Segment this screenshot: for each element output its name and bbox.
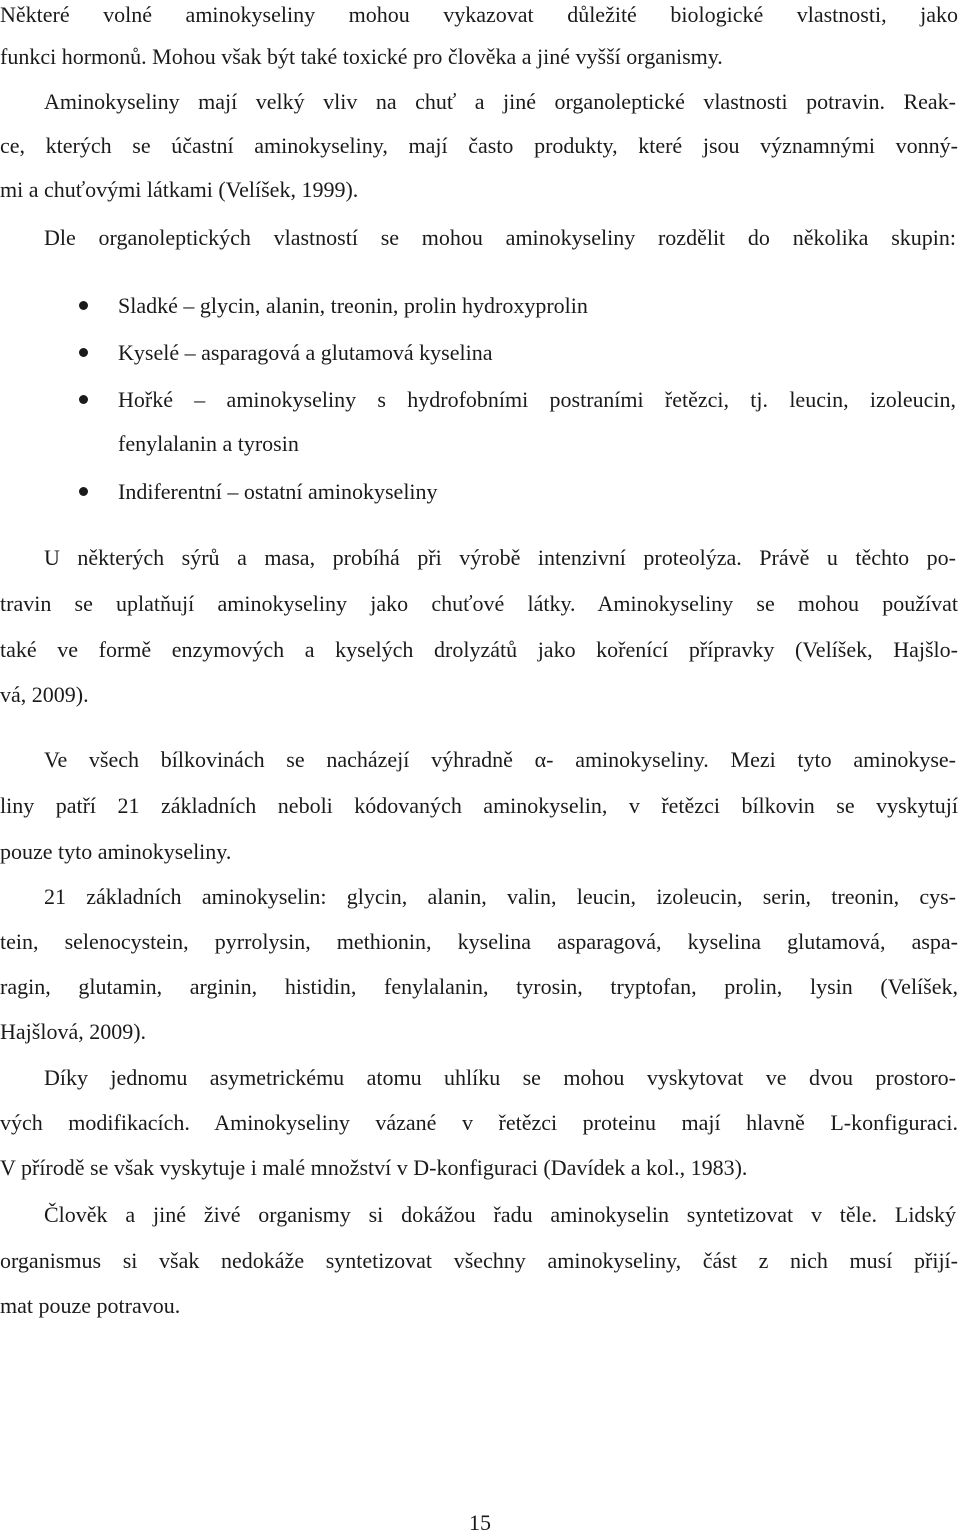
paragraph-5-line-1: Ve všech bílkovinách se nacházejí výhradně α- aminokyseliny. Mezi tyto aminokyse- xyxy=(44,747,956,772)
paragraph-6-line-2: tein, selenocystein, pyrrolysin, methionin, kyselina asparagová, kyselina glutamová, aspa- xyxy=(0,929,958,954)
paragraph-4-line-4: vá, 2009). xyxy=(0,682,89,707)
paragraph-7-line-2: vých modifikacích. Aminokyseliny vázané v řetězci proteinu mají hlavně L-konfiguraci. xyxy=(0,1110,958,1135)
paragraph-8-line-2: organismus si však nedokáže syntetizovat všechny aminokyseliny, část z nich musí přijí- xyxy=(0,1248,958,1273)
paragraph-4-line-2: travin se uplatňují aminokyseliny jako chuťové látky. Aminokyseliny se mohou používat xyxy=(0,591,958,616)
paragraph-4-line-3: také ve formě enzymových a kyselých drolyzátů jako kořenící přípravky (Velíšek, Hajšlo- xyxy=(0,637,958,662)
paragraph-1-line-2: funkci hormonů. Mohou však být také toxické pro člověka a jiné vyšší organismy. xyxy=(0,44,723,69)
paragraph-5-line-3: pouze tyto aminokyseliny. xyxy=(0,839,232,864)
paragraph-7-line-3: V přírodě se však vyskytuje i malé množství v D-konfiguraci (Davídek a kol., 1983). xyxy=(0,1155,748,1180)
paragraph-4-line-1: U některých sýrů a masa, probíhá při výrobě intenzivní proteolýza. Právě u těchto po- xyxy=(44,545,956,570)
paragraph-2-line-1: Aminokyseliny mají velký vliv na chuť a jiné organoleptické vlastnosti potravin. Reak- xyxy=(44,89,956,114)
bullet-icon xyxy=(79,487,88,496)
paragraph-2-line-3: mi a chuťovými látkami (Velíšek, 1999). xyxy=(0,177,359,202)
paragraph-6-line-4: Hajšlová, 2009). xyxy=(0,1019,147,1044)
list-item-bitter-line-2: fenylalanin a tyrosin xyxy=(118,431,299,456)
bullet-icon xyxy=(79,301,88,310)
list-item-sour: Kyselé – asparagová a glutamová kyselina xyxy=(118,340,493,365)
list-item-sweet: Sladké – glycin, alanin, treonin, prolin hydroxyprolin xyxy=(118,293,588,318)
paragraph-3-line-1: Dle organoleptických vlastností se mohou aminokyseliny rozdělit do několika skupin: xyxy=(44,225,956,250)
bullet-icon xyxy=(79,395,88,404)
page-number: 15 xyxy=(469,1510,491,1535)
paragraph-8-line-3: mat pouze potravou. xyxy=(0,1293,181,1318)
bullet-icon xyxy=(79,348,88,357)
paragraph-2-line-2: ce, kterých se účastní aminokyseliny, mají často produkty, které jsou významnými vonný- xyxy=(0,133,958,158)
list-item-bitter-line-1: Hořké – aminokyseliny s hydrofobními postraními řetězci, tj. leucin, izoleucin, xyxy=(118,387,956,412)
paragraph-7-line-1: Díky jednomu asymetrickému atomu uhlíku se mohou vyskytovat ve dvou prostoro- xyxy=(44,1065,956,1090)
paragraph-5-line-2: liny patří 21 základních neboli kódovaných aminokyselin, v řetězci bílkovin se vyskytují xyxy=(0,793,958,818)
paragraph-1-line-1: Některé volné aminokyseliny mohou vykazovat důležité biologické vlastnosti, jako xyxy=(0,2,958,27)
list-item-indifferent: Indiferentní – ostatní aminokyseliny xyxy=(118,479,438,504)
paragraph-6-line-3: ragin, glutamin, arginin, histidin, fenylalanin, tyrosin, tryptofan, prolin, lysin (Velíšek, xyxy=(0,974,958,999)
paragraph-6-line-1: 21 základních aminokyselin: glycin, alanin, valin, leucin, izoleucin, serin, treonin, cys- xyxy=(44,884,956,909)
paragraph-8-line-1: Člověk a jiné živé organismy si dokážou řadu aminokyselin syntetizovat v těle. Lidský xyxy=(44,1202,956,1227)
